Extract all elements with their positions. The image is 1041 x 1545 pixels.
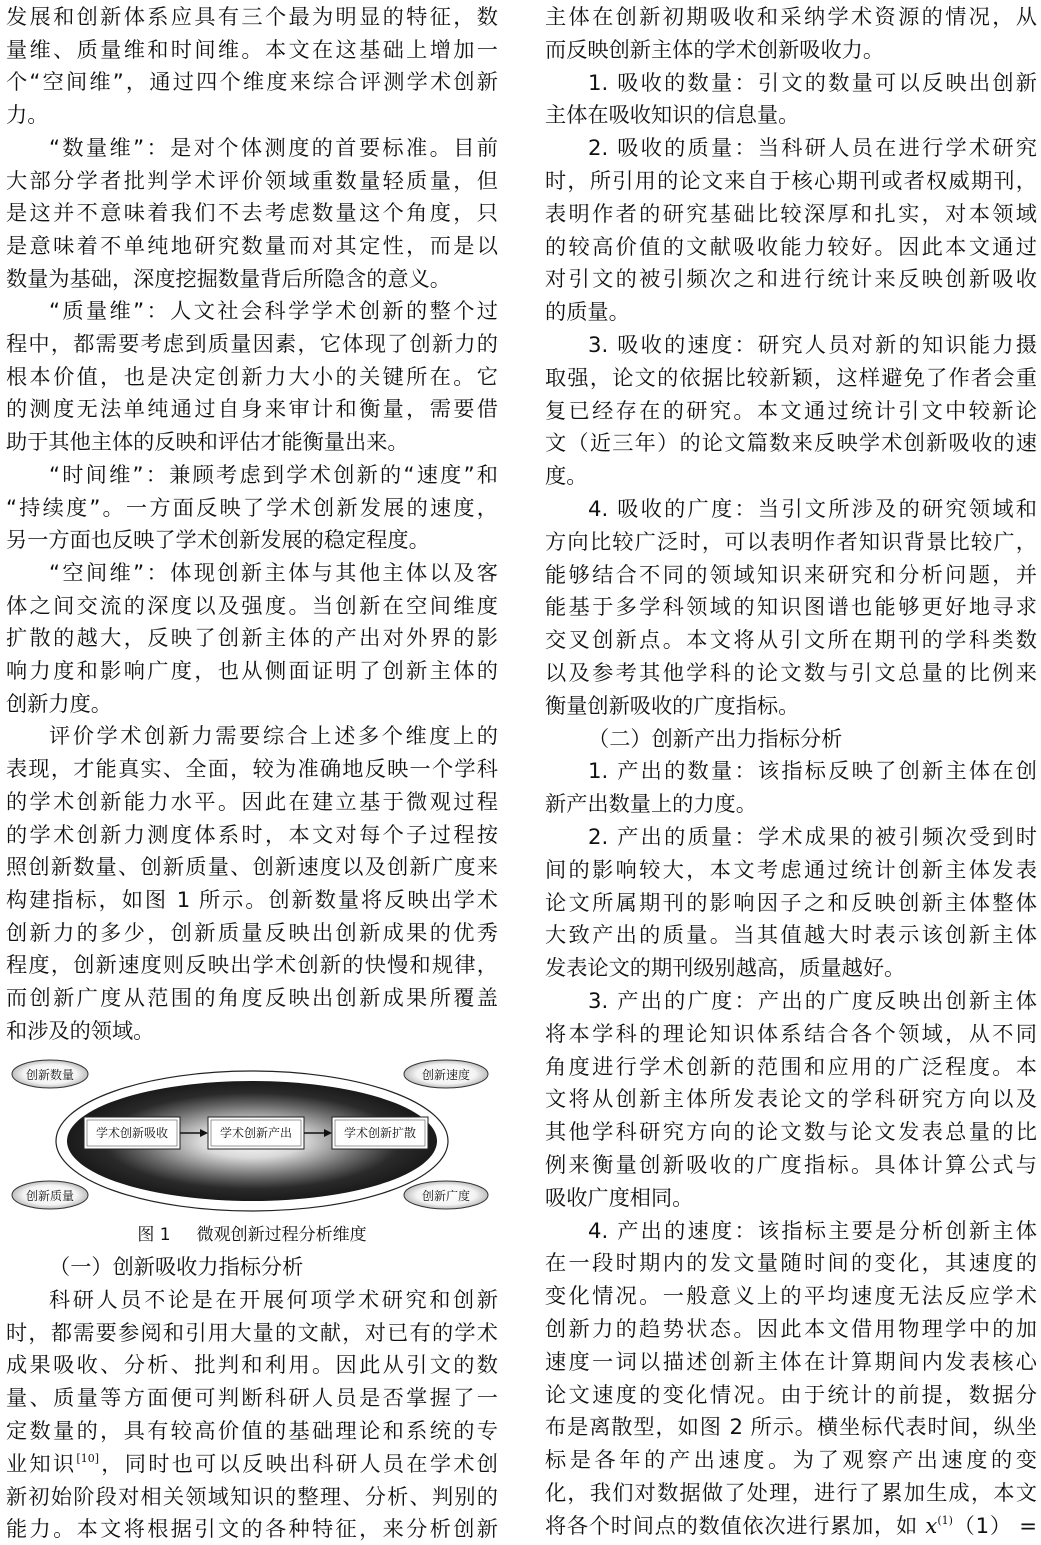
text-line — [6, 1250, 498, 1283]
text-line — [545, 1345, 1037, 1378]
text-line-content: 发展和创新体系应具有三个最为明显的特征，数 — [6, 4, 498, 29]
text-line — [6, 1283, 498, 1316]
text-line — [6, 1348, 498, 1381]
text-line-content: 时，都需要参阅和引用大量的文献，对已有的学术 — [6, 1319, 498, 1345]
oval-label-quantity: 创新数量 — [25, 1068, 75, 1082]
text-line-content: 量维、质量维和时间维。本文在这基础上增加一 — [6, 36, 498, 62]
text-line — [6, 1512, 498, 1545]
text-line — [545, 590, 1037, 623]
text-line-content: 创新力度。 — [6, 690, 112, 716]
text-line-content: 以及参考其他学科的论文数与引文总量的比例来 — [545, 660, 1037, 685]
oval-label-breadth: 创新广度 — [421, 1189, 471, 1203]
text-line-content: 成果吸收、分析、批判和利用。因此从引文的数 — [6, 1352, 498, 1378]
text-line — [545, 164, 1037, 197]
text-line — [545, 1017, 1037, 1050]
text-line-content: 是意味着不单纯地研究数量而对其定性，而是以 — [6, 232, 498, 258]
figure-caption-number: 图 1 — [137, 1225, 171, 1245]
text-line — [545, 787, 1037, 820]
text-line-content: “持续度”。一方面反映了学术创新发展的速度， — [6, 494, 498, 520]
oval-bottom-right — [404, 1181, 488, 1209]
text-line-content: 将本学科的理论知识体系结合各个领域，从不同 — [545, 1020, 1037, 1046]
text-line-content: 的质量。 — [545, 299, 630, 325]
text-line — [6, 1480, 498, 1513]
text-line — [6, 262, 498, 295]
text-line — [6, 948, 498, 981]
text-line-content: 对引文的被引频次之和进行统计来反映创新吸收 — [545, 266, 1037, 292]
text-line-content: 扩散的越大，反映了创新主体的产出对外界的影 — [6, 625, 498, 651]
text-line-content: 时，所引用的论文来自于核心期刊或者权威期刊， — [545, 168, 1037, 193]
text-line-content: 衡量创新吸收的广度指标。 — [545, 692, 800, 718]
text-line-content: 能基于多学科领域的知识图谱也能够更好地寻求 — [545, 594, 1037, 620]
text-line-content: 程度，创新速度则反映出学术创新的快慢和规律， — [6, 952, 498, 978]
text-line-content: （二）创新产出力指标分析 — [588, 725, 843, 751]
text-line — [6, 752, 498, 785]
figure-1 — [6, 1055, 498, 1225]
box-diffusion — [332, 1117, 428, 1149]
text-line-content: 定数量的，具有较高价值的基础理论和系统的专 — [6, 1418, 498, 1443]
text-line-content: 吸收广度相同。 — [545, 1184, 694, 1210]
text-line — [545, 1148, 1037, 1181]
text-line — [545, 1181, 1037, 1214]
text-line — [545, 197, 1037, 230]
text-line-content: 交叉创新点。本文将从引文所在期刊的学科类数 — [545, 627, 1037, 653]
text-line — [6, 65, 498, 98]
text-line — [545, 722, 1037, 755]
text-line — [6, 131, 498, 164]
text-line-content: 4. 吸收的广度：当引文所涉及的研究领域和 — [588, 496, 1037, 521]
text-line-content: 能力。本文将根据引文的各种特征，来分析创新 — [6, 1516, 498, 1542]
box-output — [208, 1117, 304, 1149]
text-line — [545, 394, 1037, 427]
text-line — [545, 1443, 1037, 1476]
text-line — [545, 1115, 1037, 1148]
text-line — [545, 131, 1037, 164]
text-line-content: 响力度和影响广度，也从侧面证明了创新主体的 — [6, 658, 498, 683]
text-line — [545, 951, 1037, 984]
text-line — [6, 916, 498, 949]
text-line-content: 主体在吸收知识的信息量。 — [545, 102, 800, 128]
text-line — [545, 525, 1037, 558]
figure-caption-text: 微观创新过程分析维度 — [196, 1225, 367, 1245]
oval-label-speed: 创新速度 — [421, 1068, 471, 1082]
superscript: (1) — [937, 1513, 953, 1527]
text-line — [545, 623, 1037, 656]
text-line — [545, 820, 1037, 853]
text-line-content: 3. 吸收的速度：研究人员对新的知识能力摄 — [588, 332, 1037, 357]
text-line — [545, 1509, 1037, 1542]
text-line — [545, 361, 1037, 394]
text-line-content: 表明作者的研究基础比较深厚和扎实，对本领域 — [545, 200, 1037, 226]
text-line-content: 方向比较广泛时，可以表明作者知识背景比较广， — [545, 528, 1037, 554]
text-line-content: 助于其他主体的反映和评估才能衡量出来。 — [6, 429, 409, 455]
text-line — [6, 327, 498, 360]
text-line — [6, 491, 498, 524]
text-line-content: 间的影响较大，本文考虑通过统计创新主体发表 — [545, 856, 1037, 882]
text-line-content: “空间维”：体现创新主体与其他主体以及客 — [49, 559, 498, 585]
text-line — [6, 0, 498, 33]
text-line — [6, 458, 498, 491]
text-line-content: 角度进行学术创新的范围和应用的广泛程度。本 — [545, 1053, 1037, 1079]
text-line — [545, 754, 1037, 787]
text-line-content: 体之间交流的深度以及强度。当创新在空间维度 — [6, 592, 498, 618]
text-line — [545, 426, 1037, 459]
text-line-content: 和涉及的领域。 — [6, 1017, 155, 1043]
text-line-content: 布是离散型，如图 2 所示。横坐标代表时间，纵坐 — [545, 1414, 1037, 1440]
text-line-content: 论文所属期刊的影响因子之和反映创新主体整体 — [545, 889, 1037, 915]
text-line-content: 化，我们对数据做了处理，进行了累加生成，本文 — [545, 1480, 1037, 1505]
text-line-content: 大部分学者批判学术评价领域重数量轻质量，但 — [6, 167, 498, 193]
text-line-content: 文将从创新主体所发表论文的学科研究方向以及 — [545, 1086, 1037, 1112]
oval-top-right — [404, 1060, 488, 1088]
text-line-content: 照创新数量、创新质量、创新速度以及创新广度来 — [6, 854, 498, 880]
text-line-content: 根本价值，也是决定创新力大小的关键所在。它 — [6, 363, 498, 389]
micro-innovation-diagram — [6, 1055, 498, 1225]
text-line-content: 1. 吸收的数量：引文的数量可以反映出创新 — [588, 69, 1037, 95]
text-line-content: 构建指标，如图 1 所示。创新数量将反映出学术 — [6, 886, 498, 912]
text-line — [6, 981, 498, 1014]
text-line-content: “质量维”：人文社会科学学术创新的整个过 — [49, 298, 498, 324]
text-line — [545, 98, 1037, 131]
text-line-content: 科研人员不论是在开展何项学术研究和创新 — [49, 1286, 498, 1312]
text-line-content: 度。 — [545, 463, 588, 489]
text-line-content: 论文速度的变化情况。由于统计的前提，数据分 — [545, 1381, 1037, 1407]
box-absorption — [84, 1117, 180, 1149]
text-line — [545, 656, 1037, 689]
text-line-content: 是这并不意味着我们不去考虑数量这个角度，只 — [6, 200, 498, 226]
text-line-content: 大致产出的质量。当其值越大时表示该创新主体 — [545, 922, 1037, 948]
text-line-content: “数量维”：是对个体测度的首要标准。目前 — [49, 134, 498, 160]
text-line-content: “时间维”：兼顾考虑到学术创新的“速度”和 — [49, 461, 498, 487]
oval-bottom-left — [12, 1181, 88, 1209]
text-line — [6, 1414, 498, 1447]
text-line — [545, 1476, 1037, 1509]
oval-label-quality: 创新质量 — [25, 1189, 75, 1203]
text-line — [545, 886, 1037, 919]
box-label-output: 学术创新产出 — [219, 1126, 293, 1140]
text-line — [6, 1316, 498, 1349]
text-line — [6, 883, 498, 916]
text-line — [545, 492, 1037, 525]
text-line-content: 的学术创新能力水平。因此在建立基于微观过程 — [6, 788, 498, 814]
text-line-content: 2. 产出的质量：学术成果的被引频次受到时 — [588, 824, 1037, 849]
text-line — [6, 850, 498, 883]
text-line — [6, 621, 498, 654]
text-line-content: 的学术创新力测度体系时，本文对每个子过程按 — [6, 821, 498, 847]
text-line — [545, 295, 1037, 328]
text-line — [545, 1050, 1037, 1083]
text-line — [545, 558, 1037, 591]
text-line — [6, 687, 498, 720]
text-line — [6, 1381, 498, 1414]
text-line-content: 在一段时期内的发文量随时间的变化，其速度的 — [545, 1250, 1037, 1276]
text-line — [545, 1410, 1037, 1443]
text-line — [6, 98, 498, 131]
text-line — [545, 262, 1037, 295]
text-line-content: 个“空间维”，通过四个维度来综合评测学术创新 — [6, 69, 498, 95]
text-line — [6, 719, 498, 752]
text-line-content: 复已经存在的研究。本文通过统计引文中较新论 — [545, 397, 1037, 423]
text-line-content: 的测度无法单纯通过自身来审计和衡量，需要借 — [6, 396, 498, 422]
text-line-content: 取强，论文的依据比较新颖，这样避免了作者会重 — [545, 364, 1037, 390]
text-line — [6, 392, 498, 425]
text-line — [545, 459, 1037, 492]
text-line-content: 表现，才能真实、全面，较为准确地反映一个学科 — [6, 756, 498, 782]
text-line — [545, 66, 1037, 99]
text-line-content: 其他学科研究方向的论文数与论文发表总量的比 — [545, 1119, 1037, 1145]
text-line-content: 能够结合不同的领域知识来研究和分析问题，并 — [545, 561, 1037, 587]
text-line-content: 创新力的趋势状态。因此本文借用物理学中的加 — [545, 1316, 1037, 1341]
text-line — [6, 556, 498, 589]
text-line — [545, 1246, 1037, 1279]
text-line — [545, 328, 1037, 361]
text-line-content: 数量为基础，深度挖掘数量背后所隐含的意义。 — [6, 265, 451, 291]
text-line-content: 将各个时间点的数值依次进行累加，如 — [545, 1512, 926, 1538]
text-line-content: 3. 产出的广度：产出的广度反映出创新主体 — [588, 988, 1037, 1013]
text-line-content: （一）创新吸收力指标分析 — [49, 1254, 304, 1279]
text-line-content: 变化情况。一般意义上的平均速度无法反应学术 — [545, 1283, 1037, 1309]
text-line — [6, 1014, 498, 1047]
text-line-content: 力。 — [6, 102, 49, 128]
text-line — [6, 654, 498, 687]
math-variable: x — [925, 1512, 938, 1538]
text-line — [6, 229, 498, 262]
text-line-content: 评价学术创新力需要综合上述多个维度上的 — [49, 723, 498, 749]
text-line-content: 主体在创新初期吸收和采纳学术资源的情况，从 — [545, 4, 1037, 29]
figure-caption — [6, 1222, 498, 1248]
text-line-continuation: （1） = — [952, 1512, 1037, 1538]
text-line — [6, 818, 498, 851]
text-line-content: 标是各年的产出速度。为了观察产出速度的变 — [545, 1447, 1037, 1473]
oval-top-left — [12, 1060, 88, 1088]
text-line — [545, 1378, 1037, 1411]
text-line — [6, 360, 498, 393]
text-line-content: 量、质量等方面便可判断科研人员是否掌握了一 — [6, 1385, 498, 1411]
text-line-content: 1. 产出的数量：该指标反映了创新主体在创 — [588, 758, 1037, 784]
text-line — [6, 1447, 498, 1480]
text-line — [545, 689, 1037, 722]
text-line — [6, 33, 498, 66]
text-line — [545, 853, 1037, 886]
text-line — [6, 425, 498, 458]
superscript: [10] — [76, 1451, 100, 1465]
text-line — [545, 33, 1037, 66]
text-line-content: 2. 吸收的质量：当科研人员在进行学术研究 — [588, 135, 1037, 161]
box-label-absorption: 学术创新吸收 — [95, 1126, 169, 1140]
text-line-content: 创新力的多少，创新质量反映出创新成果的优秀 — [6, 919, 498, 945]
text-line — [6, 589, 498, 622]
text-line — [545, 230, 1037, 263]
text-line-content: 而创新广度从范围的角度反映出创新成果所覆盖 — [6, 985, 498, 1010]
text-line-content: 发表论文的期刊级别越高，质量越好。 — [545, 955, 906, 981]
text-line — [6, 523, 498, 556]
text-line-content: 而反映创新主体的学术创新吸收力。 — [545, 36, 885, 62]
text-line — [545, 918, 1037, 951]
text-line-content: 程中，都需要考虑到质量因素，它体现了创新力的 — [6, 331, 498, 356]
text-line — [6, 785, 498, 818]
text-line — [545, 1082, 1037, 1115]
text-line-content: 的较高价值的文献吸收能力较好。因此本文通过 — [545, 233, 1037, 259]
text-line — [545, 1214, 1037, 1247]
text-line — [545, 984, 1037, 1017]
text-line — [6, 196, 498, 229]
text-line — [545, 1312, 1037, 1345]
box-label-diffusion: 学术创新扩散 — [343, 1126, 417, 1140]
text-line-content: 文（近三年）的论文篇数来反映学术创新吸收的速 — [545, 430, 1037, 456]
text-line-content: 另一方面也反映了学术创新发展的稳定程度。 — [6, 527, 430, 553]
text-line — [545, 1279, 1037, 1312]
text-line-content: 新初始阶段对相关领域知识的整理、分析、判别的 — [6, 1483, 498, 1509]
text-line-continuation: ，同时也可以反映出科研人员在学术创 — [99, 1450, 498, 1476]
text-line — [545, 0, 1037, 33]
text-line-content: 速度一词以描述创新主体在计算期间内发表核心 — [545, 1348, 1037, 1374]
text-line-content: 新产出数量上的力度。 — [545, 791, 757, 817]
text-line-content: 例来衡量创新吸收的广度指标。具体计算公式与 — [545, 1152, 1037, 1177]
text-line-content: 业知识 — [6, 1450, 77, 1476]
text-line-content: 4. 产出的速度：该指标主要是分析创新主体 — [588, 1217, 1037, 1243]
text-line — [6, 294, 498, 327]
text-line — [6, 164, 498, 197]
